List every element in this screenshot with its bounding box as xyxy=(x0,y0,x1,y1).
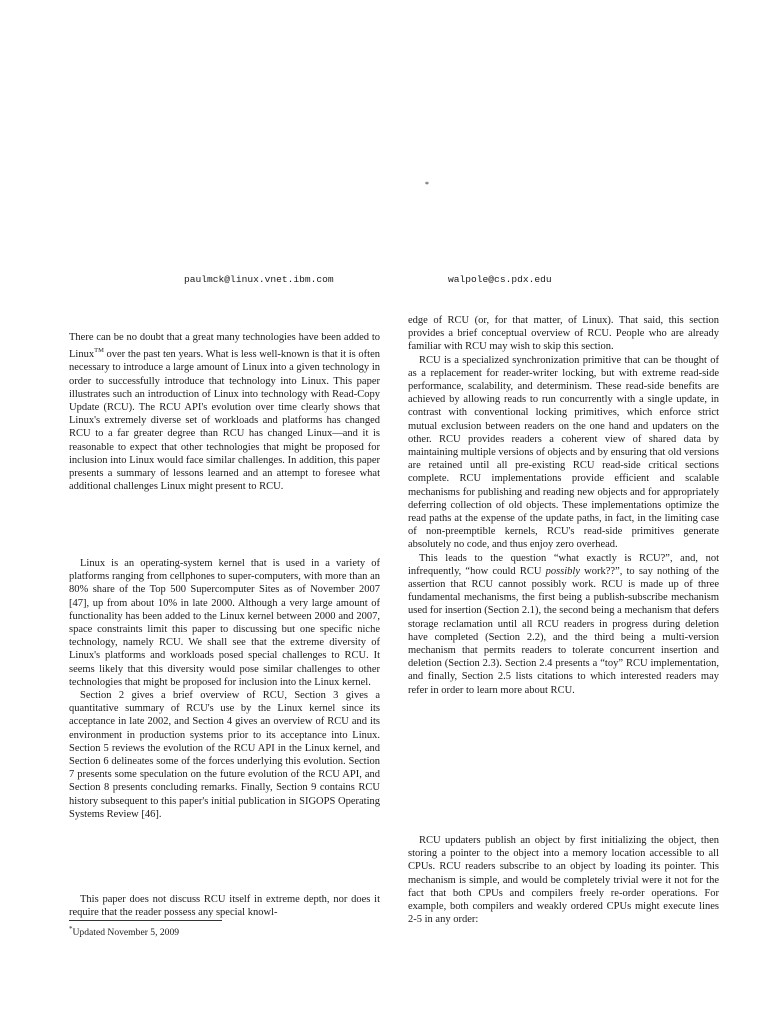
overview-start xyxy=(69,893,380,919)
overview-continued-paragraph: edge of RCU (or, for that matter, of Linux). That said, this section provides a brief conceptual overview of RCU. People who are already familiar with RCU may wish to skip this section. xyxy=(408,315,719,353)
author-email-2: walpole@cs.pdx.edu xyxy=(448,274,552,285)
footnote-rule xyxy=(69,920,222,921)
footnote: *Updated November 5, 2009 xyxy=(69,925,180,939)
overview-paragraph-2: RCU is a specialized synchronization primitive that can be thought of as a replacement for reader-writer locking, but with extreme read-side performance, scalability, and determinism. These read-side benefits are achieved by allowing reads to run concurrently with a single update, in contrast with conventional locking primitives, which enforce strict mutual exclusion between readers on the one hand and updaters on the other. RCU provides readers a coherent view of shared data by maintaining multiple versions of objects and by ensuring that old versions are retained until all pre-existing RCU read-side critical sections complete. RCU implementations provide efficient and scalable mechanisms for publishing and reading new objects and for appropriately deferring collection of old objects. These implementations optimize the read paths at the expense of the update paths, in fact, in the limiting case of non-preemptible kernels, RCU's read-side primitives generate absolutely no code, and thus enjoy zero overhead. xyxy=(408,354,719,551)
intro-paragraph-1: Linux is an operating-system kernel that is used in a variety of platforms ranging from cellphones to super-computers, with more than an 80% share of the Top 500 Supercomputer Sites as of November 2007 [47], up from about 10% in late 2000. Although a very large amount of functionality has been added to the Linux kernel between 2000 and 2007, space constraints limit this paper to discussing but one specific niche technology, namely RCU. We shall see that the extreme diversity of Linux's platforms and workloads posed special challenges to RCU. It seems likely that this diversity would pose similar challenges to other technologies that might be proposed for inclusion into the Linux kernel. xyxy=(69,558,380,688)
publish-subscribe xyxy=(408,834,719,926)
abstract-text: There can be no doubt that a great many technologies have been added to Linux™ over the past ten years. What is less well-known is that it is often necessary to introduce a large amount of Linux into a given technology in order to successfully introduce that technology into Linux. This paper illustrates such an introduction of Linux into technology with Read-Copy Update (RCU). The RCU API's evolution over time clearly shows that Linux's extremely diverse set of workloads and platforms has changed RCU to a far greater degree than RCU has changed Linux—and it is reasonable to expect that other technologies that might be proposed for inclusion into Linux would face similar challenges. In addition, this paper presents a summary of lessons learned and an attempt to foresee what additional challenges Linux might present to RCU. xyxy=(69,332,380,493)
overview-paragraph-1: This paper does not discuss RCU itself in extreme depth, nor does it require that the reader possess any special knowl- xyxy=(69,894,380,919)
overview-paragraph-3: This leads to the question “what exactly is RCU?”, and, not infrequently, “how could RCU possibly work??”, to say nothing of the assertion that RCU cannot possibly work. RCU is made up of three fundamental mechanisms, the first being a publish-subscribe mechanism used for insertion (Section 2.1), the second being a mechanism that defers storage reclamation until all RCU readers in progress during deletion have completed (Section 2.2), and the third being a multi-version mechanism that permits readers to tolerate concurrent insertion and deletion (Section 2.3). Section 2.4 presents a “toy” RCU implementation, and finally, Section 2.5 lists citations to which interested readers may refer in order to learn more about RCU. xyxy=(408,552,719,696)
publish-paragraph-1: RCU updaters publish an object by first initializing the object, then storing a pointer to the object into a memory location accessible to all CPUs. RCU readers subscribe to an object by loading its pointer. This mechanism is simple, and would be completely trivial were it not for the fact that both CPUs and compilers freely re-order operations. For example, both compilers and weakly ordered CPUs might execute lines 2-5 in any order: xyxy=(408,835,719,926)
overview-continued xyxy=(408,314,719,697)
title-footnote-mark: * xyxy=(425,180,429,189)
author-email-1: paulmck@linux.vnet.ibm.com xyxy=(184,274,334,285)
intro-paragraph-2: Section 2 gives a brief overview of RCU, Section 3 gives a quantitative summary of RCU's use by the Linux kernel since its acceptance in late 2002, and Section 4 gives an overview of RCU and its environment in production systems prior to its acceptance into Linux. Section 5 reviews the evolution of the RCU API in the Linux kernel, and Section 6 delineates some of the forces underlying this evolution. Section 7 presents some speculation on the future evolution of the RCU API, and Section 8 presents concluding remarks. Finally, Section 9 contains RCU history subsequent to this paper's initial publication in SIGOPS Operating Systems Review [46]. xyxy=(69,690,380,820)
trademark-mark: TM xyxy=(94,347,104,355)
abstract xyxy=(69,331,380,493)
introduction xyxy=(69,557,380,821)
